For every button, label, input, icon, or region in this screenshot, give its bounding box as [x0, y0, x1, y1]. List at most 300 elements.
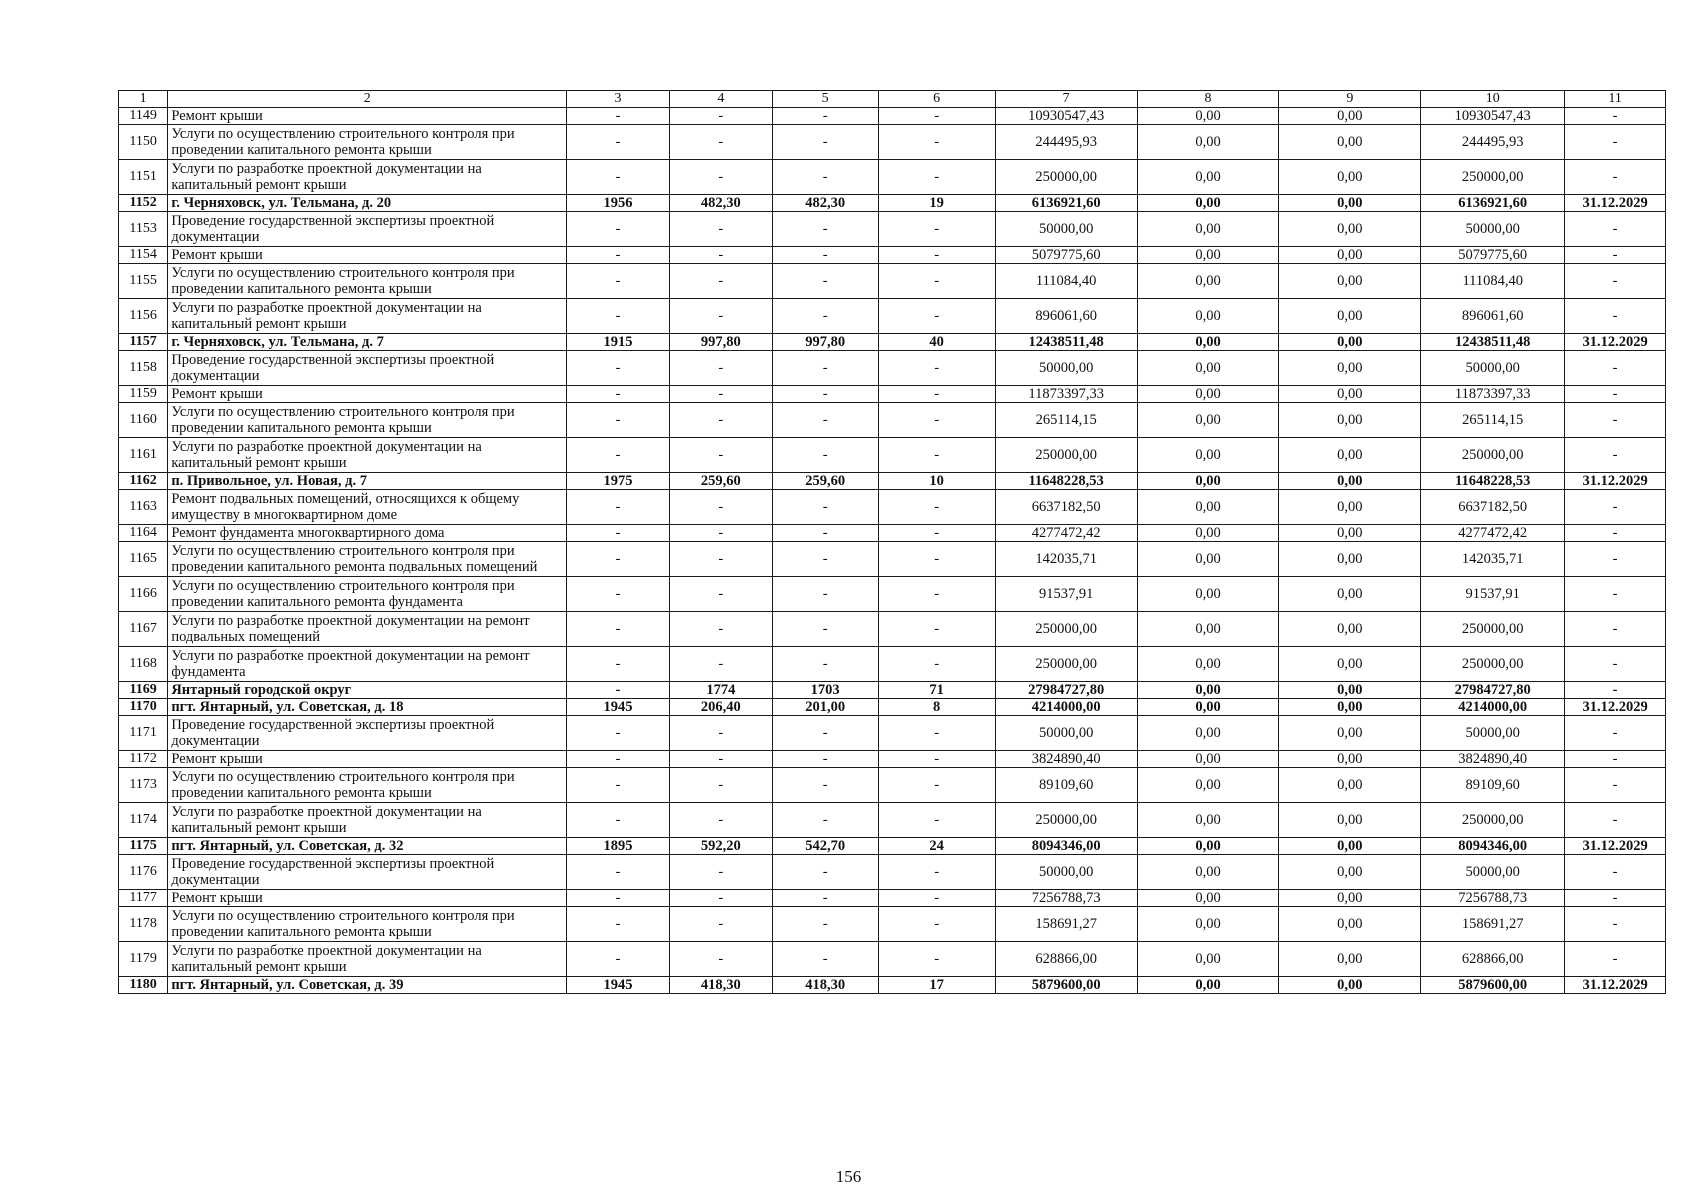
row-name: Услуги по разработке проектной документации на капитальный ремонт крыши	[168, 942, 567, 977]
cost-total-value: 50000,00	[995, 212, 1137, 247]
year-value: -	[567, 751, 670, 768]
year-value: -	[567, 351, 670, 386]
cost-col10-value: 5879600,00	[1421, 977, 1565, 994]
row-number: 1177	[119, 890, 168, 907]
row-name: Ремонт крыши	[168, 386, 567, 403]
row-name: Ремонт подвальных помещений, относящихся к общему имуществу в многоквартирном доме	[168, 490, 567, 525]
cost-col10-value: 50000,00	[1421, 855, 1565, 890]
cost-col9-value: 0,00	[1279, 577, 1421, 612]
area-living-value: -	[772, 386, 878, 403]
residents-value: -	[878, 647, 995, 682]
cost-col10-value: 50000,00	[1421, 716, 1565, 751]
cost-col9-value: 0,00	[1279, 768, 1421, 803]
cost-col10-value: 250000,00	[1421, 612, 1565, 647]
area-living-value: 1703	[772, 682, 878, 699]
residents-value: -	[878, 542, 995, 577]
residents-value: -	[878, 212, 995, 247]
cost-total-value: 11873397,33	[995, 386, 1137, 403]
row-name: Проведение государственной экспертизы проектной документации	[168, 716, 567, 751]
address-row	[119, 473, 1666, 490]
area-living-value: -	[772, 855, 878, 890]
area-living-value: -	[772, 212, 878, 247]
area-living-value: -	[772, 542, 878, 577]
cost-col9-value: 0,00	[1279, 699, 1421, 716]
column-number: 10	[1421, 91, 1565, 108]
cost-total-value: 3824890,40	[995, 751, 1137, 768]
row-name: Проведение государственной экспертизы проектной документации	[168, 351, 567, 386]
area-total-value: -	[669, 855, 772, 890]
area-total-value: -	[669, 438, 772, 473]
residents-value: -	[878, 942, 995, 977]
cost-col9-value: 0,00	[1279, 108, 1421, 125]
cost-col8-value: 0,00	[1137, 699, 1279, 716]
cost-total-value: 89109,60	[995, 768, 1137, 803]
row-name: Услуги по разработке проектной документации на капитальный ремонт крыши	[168, 438, 567, 473]
cost-col10-value: 4277472,42	[1421, 525, 1565, 542]
cost-col10-value: 3824890,40	[1421, 751, 1565, 768]
cost-col8-value: 0,00	[1137, 351, 1279, 386]
year-value: -	[567, 264, 670, 299]
cost-total-value: 10930547,43	[995, 108, 1137, 125]
cost-col9-value: 0,00	[1279, 542, 1421, 577]
cost-col8-value: 0,00	[1137, 108, 1279, 125]
work-item-row	[119, 247, 1666, 264]
cost-col10-value: 142035,71	[1421, 542, 1565, 577]
row-name: Услуги по разработке проектной документации на капитальный ремонт крыши	[168, 803, 567, 838]
cost-col8-value: 0,00	[1137, 160, 1279, 195]
deadline-value: -	[1565, 386, 1666, 403]
residents-value: 17	[878, 977, 995, 994]
cost-col9-value: 0,00	[1279, 438, 1421, 473]
row-name: г. Черняховск, ул. Тельмана, д. 20	[168, 195, 567, 212]
cost-col8-value: 0,00	[1137, 647, 1279, 682]
work-item-row	[119, 716, 1666, 751]
cost-col9-value: 0,00	[1279, 751, 1421, 768]
area-total-value: -	[669, 768, 772, 803]
cost-col9-value: 0,00	[1279, 473, 1421, 490]
area-total-value: 997,80	[669, 334, 772, 351]
row-number: 1150	[119, 125, 168, 160]
work-item-row	[119, 542, 1666, 577]
deadline-value: -	[1565, 490, 1666, 525]
cost-col10-value: 91537,91	[1421, 577, 1565, 612]
row-name: Услуги по осуществлению строительного контроля при проведении капитального ремонта крыши	[168, 403, 567, 438]
row-name: Ремонт крыши	[168, 751, 567, 768]
residents-value: -	[878, 612, 995, 647]
cost-total-value: 896061,60	[995, 299, 1137, 334]
deadline-value: -	[1565, 525, 1666, 542]
year-value: -	[567, 907, 670, 942]
work-item-row	[119, 525, 1666, 542]
area-total-value: -	[669, 490, 772, 525]
year-value: -	[567, 490, 670, 525]
residents-value: -	[878, 751, 995, 768]
cost-col10-value: 111084,40	[1421, 264, 1565, 299]
work-item-row	[119, 751, 1666, 768]
deadline-value: -	[1565, 264, 1666, 299]
cost-col8-value: 0,00	[1137, 716, 1279, 751]
cost-col9-value: 0,00	[1279, 351, 1421, 386]
year-value: 1895	[567, 838, 670, 855]
cost-col8-value: 0,00	[1137, 751, 1279, 768]
year-value: -	[567, 108, 670, 125]
cost-col8-value: 0,00	[1137, 942, 1279, 977]
residents-value: 24	[878, 838, 995, 855]
work-item-row	[119, 108, 1666, 125]
deadline-value: 31.12.2029	[1565, 838, 1666, 855]
area-total-value: -	[669, 542, 772, 577]
area-living-value: -	[772, 247, 878, 264]
cost-total-value: 91537,91	[995, 577, 1137, 612]
cost-col10-value: 250000,00	[1421, 160, 1565, 195]
row-number: 1175	[119, 838, 168, 855]
area-living-value: -	[772, 438, 878, 473]
deadline-value: -	[1565, 942, 1666, 977]
area-living-value: -	[772, 647, 878, 682]
row-name: Ремонт крыши	[168, 108, 567, 125]
cost-col8-value: 0,00	[1137, 907, 1279, 942]
row-number: 1173	[119, 768, 168, 803]
work-item-row	[119, 125, 1666, 160]
deadline-value: -	[1565, 716, 1666, 751]
area-total-value: -	[669, 264, 772, 299]
area-total-value: 418,30	[669, 977, 772, 994]
deadline-value: -	[1565, 125, 1666, 160]
cost-col9-value: 0,00	[1279, 682, 1421, 699]
row-number: 1164	[119, 525, 168, 542]
row-number: 1152	[119, 195, 168, 212]
area-total-value: -	[669, 525, 772, 542]
cost-col10-value: 4214000,00	[1421, 699, 1565, 716]
cost-col9-value: 0,00	[1279, 212, 1421, 247]
area-total-value: 592,20	[669, 838, 772, 855]
year-value: -	[567, 403, 670, 438]
area-total-value: -	[669, 612, 772, 647]
row-number: 1161	[119, 438, 168, 473]
year-value: -	[567, 682, 670, 699]
work-item-row	[119, 647, 1666, 682]
deadline-value: -	[1565, 768, 1666, 803]
cost-col8-value: 0,00	[1137, 490, 1279, 525]
deadline-value: -	[1565, 577, 1666, 612]
area-living-value: -	[772, 160, 878, 195]
row-number: 1158	[119, 351, 168, 386]
cost-total-value: 250000,00	[995, 803, 1137, 838]
cost-col10-value: 50000,00	[1421, 351, 1565, 386]
work-item-row	[119, 855, 1666, 890]
area-living-value: -	[772, 525, 878, 542]
deadline-value: -	[1565, 803, 1666, 838]
deadline-value: -	[1565, 403, 1666, 438]
cost-col9-value: 0,00	[1279, 160, 1421, 195]
area-living-value: -	[772, 716, 878, 751]
residents-value: -	[878, 125, 995, 160]
cost-col10-value: 11648228,53	[1421, 473, 1565, 490]
cost-col10-value: 89109,60	[1421, 768, 1565, 803]
column-number: 9	[1279, 91, 1421, 108]
residents-value: -	[878, 716, 995, 751]
cost-col9-value: 0,00	[1279, 125, 1421, 160]
row-name: пгт. Янтарный, ул. Советская, д. 32	[168, 838, 567, 855]
cost-col9-value: 0,00	[1279, 907, 1421, 942]
year-value: -	[567, 299, 670, 334]
cost-total-value: 6136921,60	[995, 195, 1137, 212]
row-name: Проведение государственной экспертизы проектной документации	[168, 855, 567, 890]
deadline-value: -	[1565, 751, 1666, 768]
year-value: 1945	[567, 977, 670, 994]
column-number-row	[119, 91, 1666, 108]
work-item-row	[119, 490, 1666, 525]
row-name: пгт. Янтарный, ул. Советская, д. 18	[168, 699, 567, 716]
cost-col10-value: 265114,15	[1421, 403, 1565, 438]
cost-col10-value: 6136921,60	[1421, 195, 1565, 212]
row-number: 1153	[119, 212, 168, 247]
area-total-value: 206,40	[669, 699, 772, 716]
deadline-value: -	[1565, 212, 1666, 247]
row-number: 1162	[119, 473, 168, 490]
cost-col8-value: 0,00	[1137, 438, 1279, 473]
area-total-value: -	[669, 386, 772, 403]
area-living-value: -	[772, 490, 878, 525]
deadline-value: -	[1565, 647, 1666, 682]
row-number: 1172	[119, 751, 168, 768]
year-value: -	[567, 716, 670, 751]
address-row	[119, 838, 1666, 855]
cost-col10-value: 250000,00	[1421, 803, 1565, 838]
year-value: -	[567, 125, 670, 160]
year-value: -	[567, 577, 670, 612]
year-value: 1945	[567, 699, 670, 716]
cost-col9-value: 0,00	[1279, 490, 1421, 525]
row-name: г. Черняховск, ул. Тельмана, д. 7	[168, 334, 567, 351]
cost-col10-value: 7256788,73	[1421, 890, 1565, 907]
cost-col8-value: 0,00	[1137, 803, 1279, 838]
cost-col10-value: 12438511,48	[1421, 334, 1565, 351]
row-number: 1169	[119, 682, 168, 699]
column-number: 8	[1137, 91, 1279, 108]
year-value: -	[567, 212, 670, 247]
area-living-value: -	[772, 612, 878, 647]
residents-value: 40	[878, 334, 995, 351]
residents-value: 19	[878, 195, 995, 212]
column-number: 11	[1565, 91, 1666, 108]
row-name: п. Привольное, ул. Новая, д. 7	[168, 473, 567, 490]
row-number: 1180	[119, 977, 168, 994]
residents-value: -	[878, 403, 995, 438]
cost-col9-value: 0,00	[1279, 247, 1421, 264]
cost-col8-value: 0,00	[1137, 855, 1279, 890]
row-name: Ремонт фундамента многоквартирного дома	[168, 525, 567, 542]
area-total-value: -	[669, 212, 772, 247]
cost-col9-value: 0,00	[1279, 264, 1421, 299]
cost-col8-value: 0,00	[1137, 125, 1279, 160]
year-value: -	[567, 855, 670, 890]
cost-col8-value: 0,00	[1137, 403, 1279, 438]
address-row	[119, 682, 1666, 699]
cost-col8-value: 0,00	[1137, 525, 1279, 542]
row-name: Услуги по осуществлению строительного контроля при проведении капитального ремонта крыши	[168, 768, 567, 803]
deadline-value: -	[1565, 438, 1666, 473]
column-number: 7	[995, 91, 1137, 108]
row-name: Ремонт крыши	[168, 247, 567, 264]
row-number: 1165	[119, 542, 168, 577]
area-total-value: -	[669, 403, 772, 438]
row-name: пгт. Янтарный, ул. Советская, д. 39	[168, 977, 567, 994]
cost-total-value: 12438511,48	[995, 334, 1137, 351]
cost-col9-value: 0,00	[1279, 855, 1421, 890]
cost-col9-value: 0,00	[1279, 334, 1421, 351]
cost-col10-value: 50000,00	[1421, 212, 1565, 247]
deadline-value: -	[1565, 682, 1666, 699]
cost-total-value: 250000,00	[995, 647, 1137, 682]
row-name: Ремонт крыши	[168, 890, 567, 907]
area-total-value: -	[669, 716, 772, 751]
row-number: 1160	[119, 403, 168, 438]
row-name: Услуги по разработке проектной документации на капитальный ремонт крыши	[168, 160, 567, 195]
cost-total-value: 8094346,00	[995, 838, 1137, 855]
year-value: 1975	[567, 473, 670, 490]
cost-col9-value: 0,00	[1279, 647, 1421, 682]
row-number: 1170	[119, 699, 168, 716]
cost-col8-value: 0,00	[1137, 299, 1279, 334]
cost-total-value: 111084,40	[995, 264, 1137, 299]
cost-total-value: 4277472,42	[995, 525, 1137, 542]
cost-col10-value: 11873397,33	[1421, 386, 1565, 403]
deadline-value: -	[1565, 855, 1666, 890]
cost-col10-value: 244495,93	[1421, 125, 1565, 160]
cost-total-value: 250000,00	[995, 438, 1137, 473]
work-item-row	[119, 577, 1666, 612]
row-name: Услуги по осуществлению строительного контроля при проведении капитального ремонта подвальных помещений	[168, 542, 567, 577]
year-value: -	[567, 647, 670, 682]
area-living-value: 418,30	[772, 977, 878, 994]
row-name: Услуги по осуществлению строительного контроля при проведении капитального ремонта крыши	[168, 125, 567, 160]
deadline-value: -	[1565, 542, 1666, 577]
area-living-value: -	[772, 803, 878, 838]
year-value: -	[567, 525, 670, 542]
cost-col9-value: 0,00	[1279, 612, 1421, 647]
deadline-value: -	[1565, 299, 1666, 334]
row-number: 1157	[119, 334, 168, 351]
deadline-value: 31.12.2029	[1565, 334, 1666, 351]
work-item-row	[119, 403, 1666, 438]
work-item-row	[119, 264, 1666, 299]
area-living-value: -	[772, 125, 878, 160]
cost-total-value: 5079775,60	[995, 247, 1137, 264]
residents-value: 10	[878, 473, 995, 490]
area-total-value: -	[669, 299, 772, 334]
residents-value: 8	[878, 699, 995, 716]
year-value: -	[567, 942, 670, 977]
area-total-value: -	[669, 351, 772, 386]
work-item-row	[119, 907, 1666, 942]
row-name: Услуги по осуществлению строительного контроля при проведении капитального ремонта фундамента	[168, 577, 567, 612]
area-total-value: -	[669, 108, 772, 125]
cost-col9-value: 0,00	[1279, 386, 1421, 403]
deadline-value: 31.12.2029	[1565, 699, 1666, 716]
address-row	[119, 334, 1666, 351]
cost-col8-value: 0,00	[1137, 890, 1279, 907]
row-number: 1155	[119, 264, 168, 299]
address-row	[119, 195, 1666, 212]
cost-col10-value: 8094346,00	[1421, 838, 1565, 855]
work-item-row	[119, 803, 1666, 838]
residents-value: 71	[878, 682, 995, 699]
residents-value: -	[878, 907, 995, 942]
work-item-row	[119, 386, 1666, 403]
cost-col8-value: 0,00	[1137, 768, 1279, 803]
area-total-value: -	[669, 125, 772, 160]
cost-total-value: 50000,00	[995, 716, 1137, 751]
row-number: 1163	[119, 490, 168, 525]
residents-value: -	[878, 525, 995, 542]
residents-value: -	[878, 160, 995, 195]
deadline-value: 31.12.2029	[1565, 977, 1666, 994]
cost-col8-value: 0,00	[1137, 838, 1279, 855]
year-value: -	[567, 438, 670, 473]
year-value: 1956	[567, 195, 670, 212]
cost-total-value: 244495,93	[995, 125, 1137, 160]
cost-total-value: 5879600,00	[995, 977, 1137, 994]
year-value: 1915	[567, 334, 670, 351]
cost-col9-value: 0,00	[1279, 299, 1421, 334]
deadline-value: -	[1565, 247, 1666, 264]
area-living-value: 259,60	[772, 473, 878, 490]
cost-col8-value: 0,00	[1137, 264, 1279, 299]
area-living-value: 542,70	[772, 838, 878, 855]
area-living-value: -	[772, 108, 878, 125]
deadline-value: -	[1565, 351, 1666, 386]
work-item-row	[119, 438, 1666, 473]
work-item-row	[119, 768, 1666, 803]
row-number: 1168	[119, 647, 168, 682]
deadline-value: -	[1565, 890, 1666, 907]
column-number: 5	[772, 91, 878, 108]
cost-total-value: 158691,27	[995, 907, 1137, 942]
row-number: 1167	[119, 612, 168, 647]
area-total-value: -	[669, 907, 772, 942]
area-living-value: -	[772, 751, 878, 768]
year-value: -	[567, 803, 670, 838]
column-number: 3	[567, 91, 670, 108]
cost-col10-value: 628866,00	[1421, 942, 1565, 977]
cost-col10-value: 10930547,43	[1421, 108, 1565, 125]
cost-total-value: 265114,15	[995, 403, 1137, 438]
cost-col8-value: 0,00	[1137, 386, 1279, 403]
cost-col9-value: 0,00	[1279, 977, 1421, 994]
year-value: -	[567, 542, 670, 577]
cost-total-value: 50000,00	[995, 351, 1137, 386]
cost-total-value: 250000,00	[995, 612, 1137, 647]
work-item-row	[119, 351, 1666, 386]
area-total-value: 259,60	[669, 473, 772, 490]
area-total-value: -	[669, 647, 772, 682]
cost-total-value: 11648228,53	[995, 473, 1137, 490]
column-number: 1	[119, 91, 168, 108]
cost-col10-value: 250000,00	[1421, 647, 1565, 682]
deadline-value: 31.12.2029	[1565, 195, 1666, 212]
year-value: -	[567, 612, 670, 647]
year-value: -	[567, 386, 670, 403]
cost-total-value: 250000,00	[995, 160, 1137, 195]
year-value: -	[567, 890, 670, 907]
area-total-value: -	[669, 803, 772, 838]
cost-col10-value: 896061,60	[1421, 299, 1565, 334]
area-total-value: -	[669, 942, 772, 977]
residents-value: -	[878, 438, 995, 473]
cost-col9-value: 0,00	[1279, 403, 1421, 438]
deadline-value: 31.12.2029	[1565, 473, 1666, 490]
